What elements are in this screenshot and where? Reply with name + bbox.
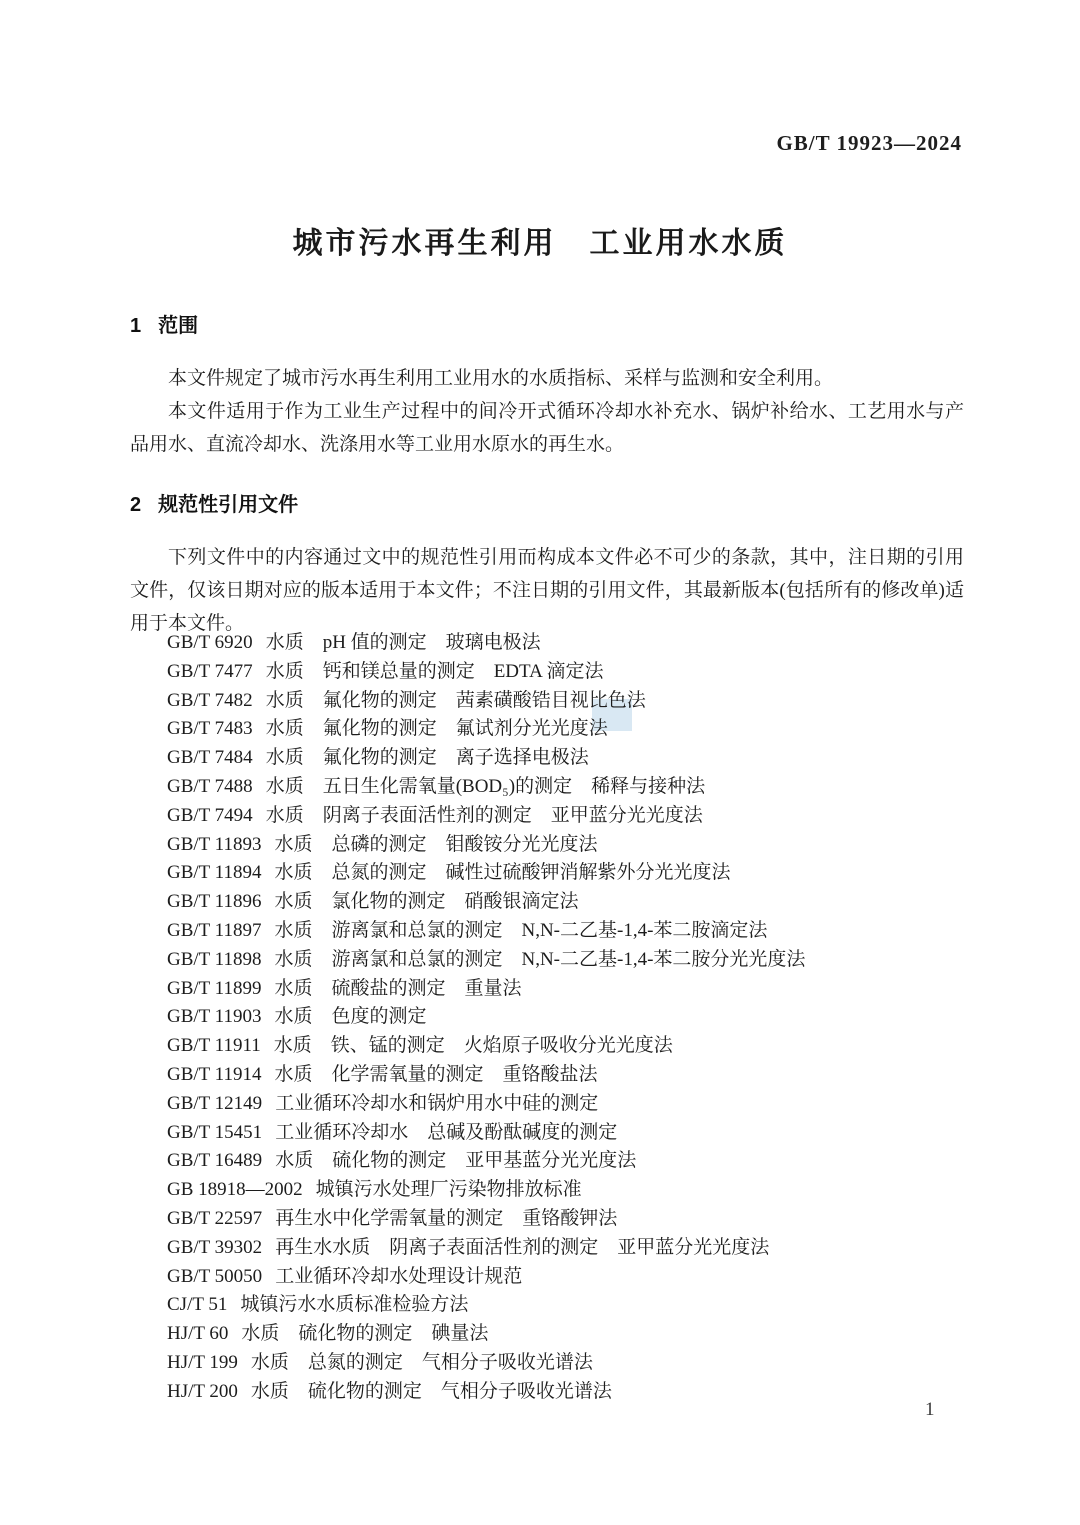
section-2-label: 规范性引用文件 xyxy=(158,494,299,516)
reference-item xyxy=(167,1032,805,1061)
reference-code: GB 18918—2002 xyxy=(167,1179,303,1201)
reference-code: HJ/T 200 xyxy=(167,1380,238,1402)
reference-text: 再生水水质 阴离子表面活性剂的测定 亚甲蓝分光光度法 xyxy=(275,1236,770,1258)
reference-item xyxy=(167,658,805,687)
reference-text: 水质 游离氯和总氯的测定 N,N-二乙基-1,4-苯二胺滴定法 xyxy=(274,919,768,941)
reference-text: 城镇污水处理厂污染物排放标准 xyxy=(315,1179,582,1201)
reference-item xyxy=(167,1291,805,1320)
reference-text: 水质 硫化物的测定 碘量法 xyxy=(241,1323,489,1345)
reference-item xyxy=(167,715,805,744)
page-number: 1 xyxy=(925,1399,935,1420)
reference-code: CJ/T 51 xyxy=(167,1294,228,1316)
reference-text: 城镇污水水质标准检验方法 xyxy=(240,1294,469,1316)
reference-code: GB/T 16489 xyxy=(167,1150,263,1172)
reference-code: GB/T 22597 xyxy=(167,1207,263,1229)
reference-text: 水质 游离氯和总氯的测定 N,N-二乙基-1,4-苯二胺分光光度法 xyxy=(274,948,806,970)
reference-text: 水质 硫化物的测定 亚甲基蓝分光光度法 xyxy=(275,1150,637,1172)
scope-paragraph-2: 本文件适用于作为工业生产过程中的间冷开式循环冷却水补充水、锅炉补给水、工艺用水与产品用水、直流冷却水、洗涤用水等工业用水原水的再生水。 xyxy=(130,401,964,455)
reference-item xyxy=(167,687,805,716)
reference-code: GB/T 11911 xyxy=(167,1035,261,1057)
reference-code: GB/T 11894 xyxy=(167,862,262,884)
reference-item xyxy=(167,1349,805,1378)
reference-code: GB/T 15451 xyxy=(167,1121,263,1143)
reference-item xyxy=(167,1263,805,1292)
reference-text: 水质 总氮的测定 气相分子吸收光谱法 xyxy=(250,1351,593,1373)
page-title: 城市污水再生利用 工业用水水质 xyxy=(292,227,788,260)
reference-code: GB/T 50050 xyxy=(167,1265,263,1287)
reference-text: 再生水中化学需氧量的测定 重铬酸钾法 xyxy=(275,1207,618,1229)
reference-text: 水质 总磷的测定 钼酸铵分光光度法 xyxy=(274,833,598,855)
reference-text: 工业循环冷却水 总碱及酚酞碱度的测定 xyxy=(275,1121,618,1143)
reference-text: 水质 阴离子表面活性剂的测定 亚甲蓝分光光度法 xyxy=(265,804,703,826)
reference-item xyxy=(167,888,805,917)
reference-code: HJ/T 60 xyxy=(167,1323,229,1345)
reference-text: 水质 钙和镁总量的测定 EDTA 滴定法 xyxy=(265,660,604,682)
scope-paragraph-1: 本文件规定了城市污水再生利用工业用水的水质指标、采样与监测和安全利用。 xyxy=(168,368,834,389)
reference-code: GB/T 6920 xyxy=(167,632,253,653)
reference-item xyxy=(167,917,805,946)
section-1-number: 1 xyxy=(130,315,142,337)
reference-text: 工业循环冷却水和锅炉用水中硅的测定 xyxy=(275,1092,599,1114)
reference-item xyxy=(167,1090,805,1119)
reference-item xyxy=(167,1378,805,1407)
normative-references-intro: 下列文件中的内容通过文中的规范性引用而构成本文件必不可少的条款，其中，注日期的引用文件，仅该日期对应的版本适用于本文件；不注日期的引用文件，其最新版本(包括所有的修改单)适用于本文件。 xyxy=(130,547,964,634)
reference-code: GB/T 7488 xyxy=(167,775,253,797)
reference-item xyxy=(167,1147,805,1176)
reference-text: 水质 五日生化需氧量(BOD₅)的测定 稀释与接种法 xyxy=(265,775,706,797)
reference-text: 水质 总氮的测定 碱性过硫酸钾消解紫外分光光度法 xyxy=(274,862,731,884)
reference-code: GB/T 11899 xyxy=(167,977,262,999)
reference-code: GB/T 7494 xyxy=(167,804,253,826)
reference-text: 水质 pH 值的测定 玻璃电极法 xyxy=(265,632,541,653)
reference-item xyxy=(167,1234,805,1263)
reference-code: GB/T 11893 xyxy=(167,833,262,855)
reference-code: GB/T 11903 xyxy=(167,1006,262,1028)
references-list xyxy=(167,629,805,1407)
reference-code: GB/T 11897 xyxy=(167,919,262,941)
reference-code: HJ/T 199 xyxy=(167,1351,238,1373)
reference-item xyxy=(167,1061,805,1090)
reference-text: 水质 氟化物的测定 氟试剂分光光度法 xyxy=(265,718,608,740)
reference-item xyxy=(167,1205,805,1234)
reference-item xyxy=(167,802,805,831)
reference-item xyxy=(167,859,805,888)
reference-text: 水质 硫化物的测定 气相分子吸收光谱法 xyxy=(250,1380,612,1402)
section-2-number: 2 xyxy=(130,494,142,516)
reference-text: 水质 氯化物的测定 硝酸银滴定法 xyxy=(274,891,579,913)
standard-number: GB/T 19923—2024 xyxy=(776,131,962,155)
reference-code: GB/T 7483 xyxy=(167,718,253,740)
reference-item xyxy=(167,946,805,975)
reference-item xyxy=(167,744,805,773)
reference-code: GB/T 7484 xyxy=(167,747,253,769)
reference-item xyxy=(167,629,805,658)
reference-item xyxy=(167,975,805,1004)
reference-code: GB/T 11914 xyxy=(167,1063,262,1085)
reference-code: GB/T 39302 xyxy=(167,1236,263,1258)
reference-text: 水质 化学需氧量的测定 重铬酸盐法 xyxy=(274,1063,598,1085)
reference-text: 水质 铁、锰的测定 火焰原子吸收分光光度法 xyxy=(273,1035,673,1057)
reference-text: 水质 硫酸盐的测定 重量法 xyxy=(274,977,522,999)
reference-code: GB/T 7482 xyxy=(167,689,253,711)
reference-item xyxy=(167,1003,805,1032)
reference-code: GB/T 7477 xyxy=(167,660,253,682)
reference-item xyxy=(167,1176,805,1205)
reference-code: GB/T 11898 xyxy=(167,948,262,970)
reference-item xyxy=(167,773,805,802)
reference-text: 水质 氟化物的测定 茜素磺酸锆目视比色法 xyxy=(265,689,646,711)
section-1-label: 范围 xyxy=(158,315,199,337)
reference-text: 工业循环冷却水处理设计规范 xyxy=(275,1265,523,1287)
section-1-heading xyxy=(130,309,198,338)
reference-item xyxy=(167,1320,805,1349)
reference-code: GB/T 11896 xyxy=(167,891,262,913)
reference-item xyxy=(167,1119,805,1148)
reference-text: 水质 氟化物的测定 离子选择电极法 xyxy=(265,747,589,769)
reference-text: 水质 色度的测定 xyxy=(274,1006,427,1028)
section-2-heading xyxy=(130,488,298,517)
reference-item xyxy=(167,831,805,860)
reference-code: GB/T 12149 xyxy=(167,1092,263,1114)
